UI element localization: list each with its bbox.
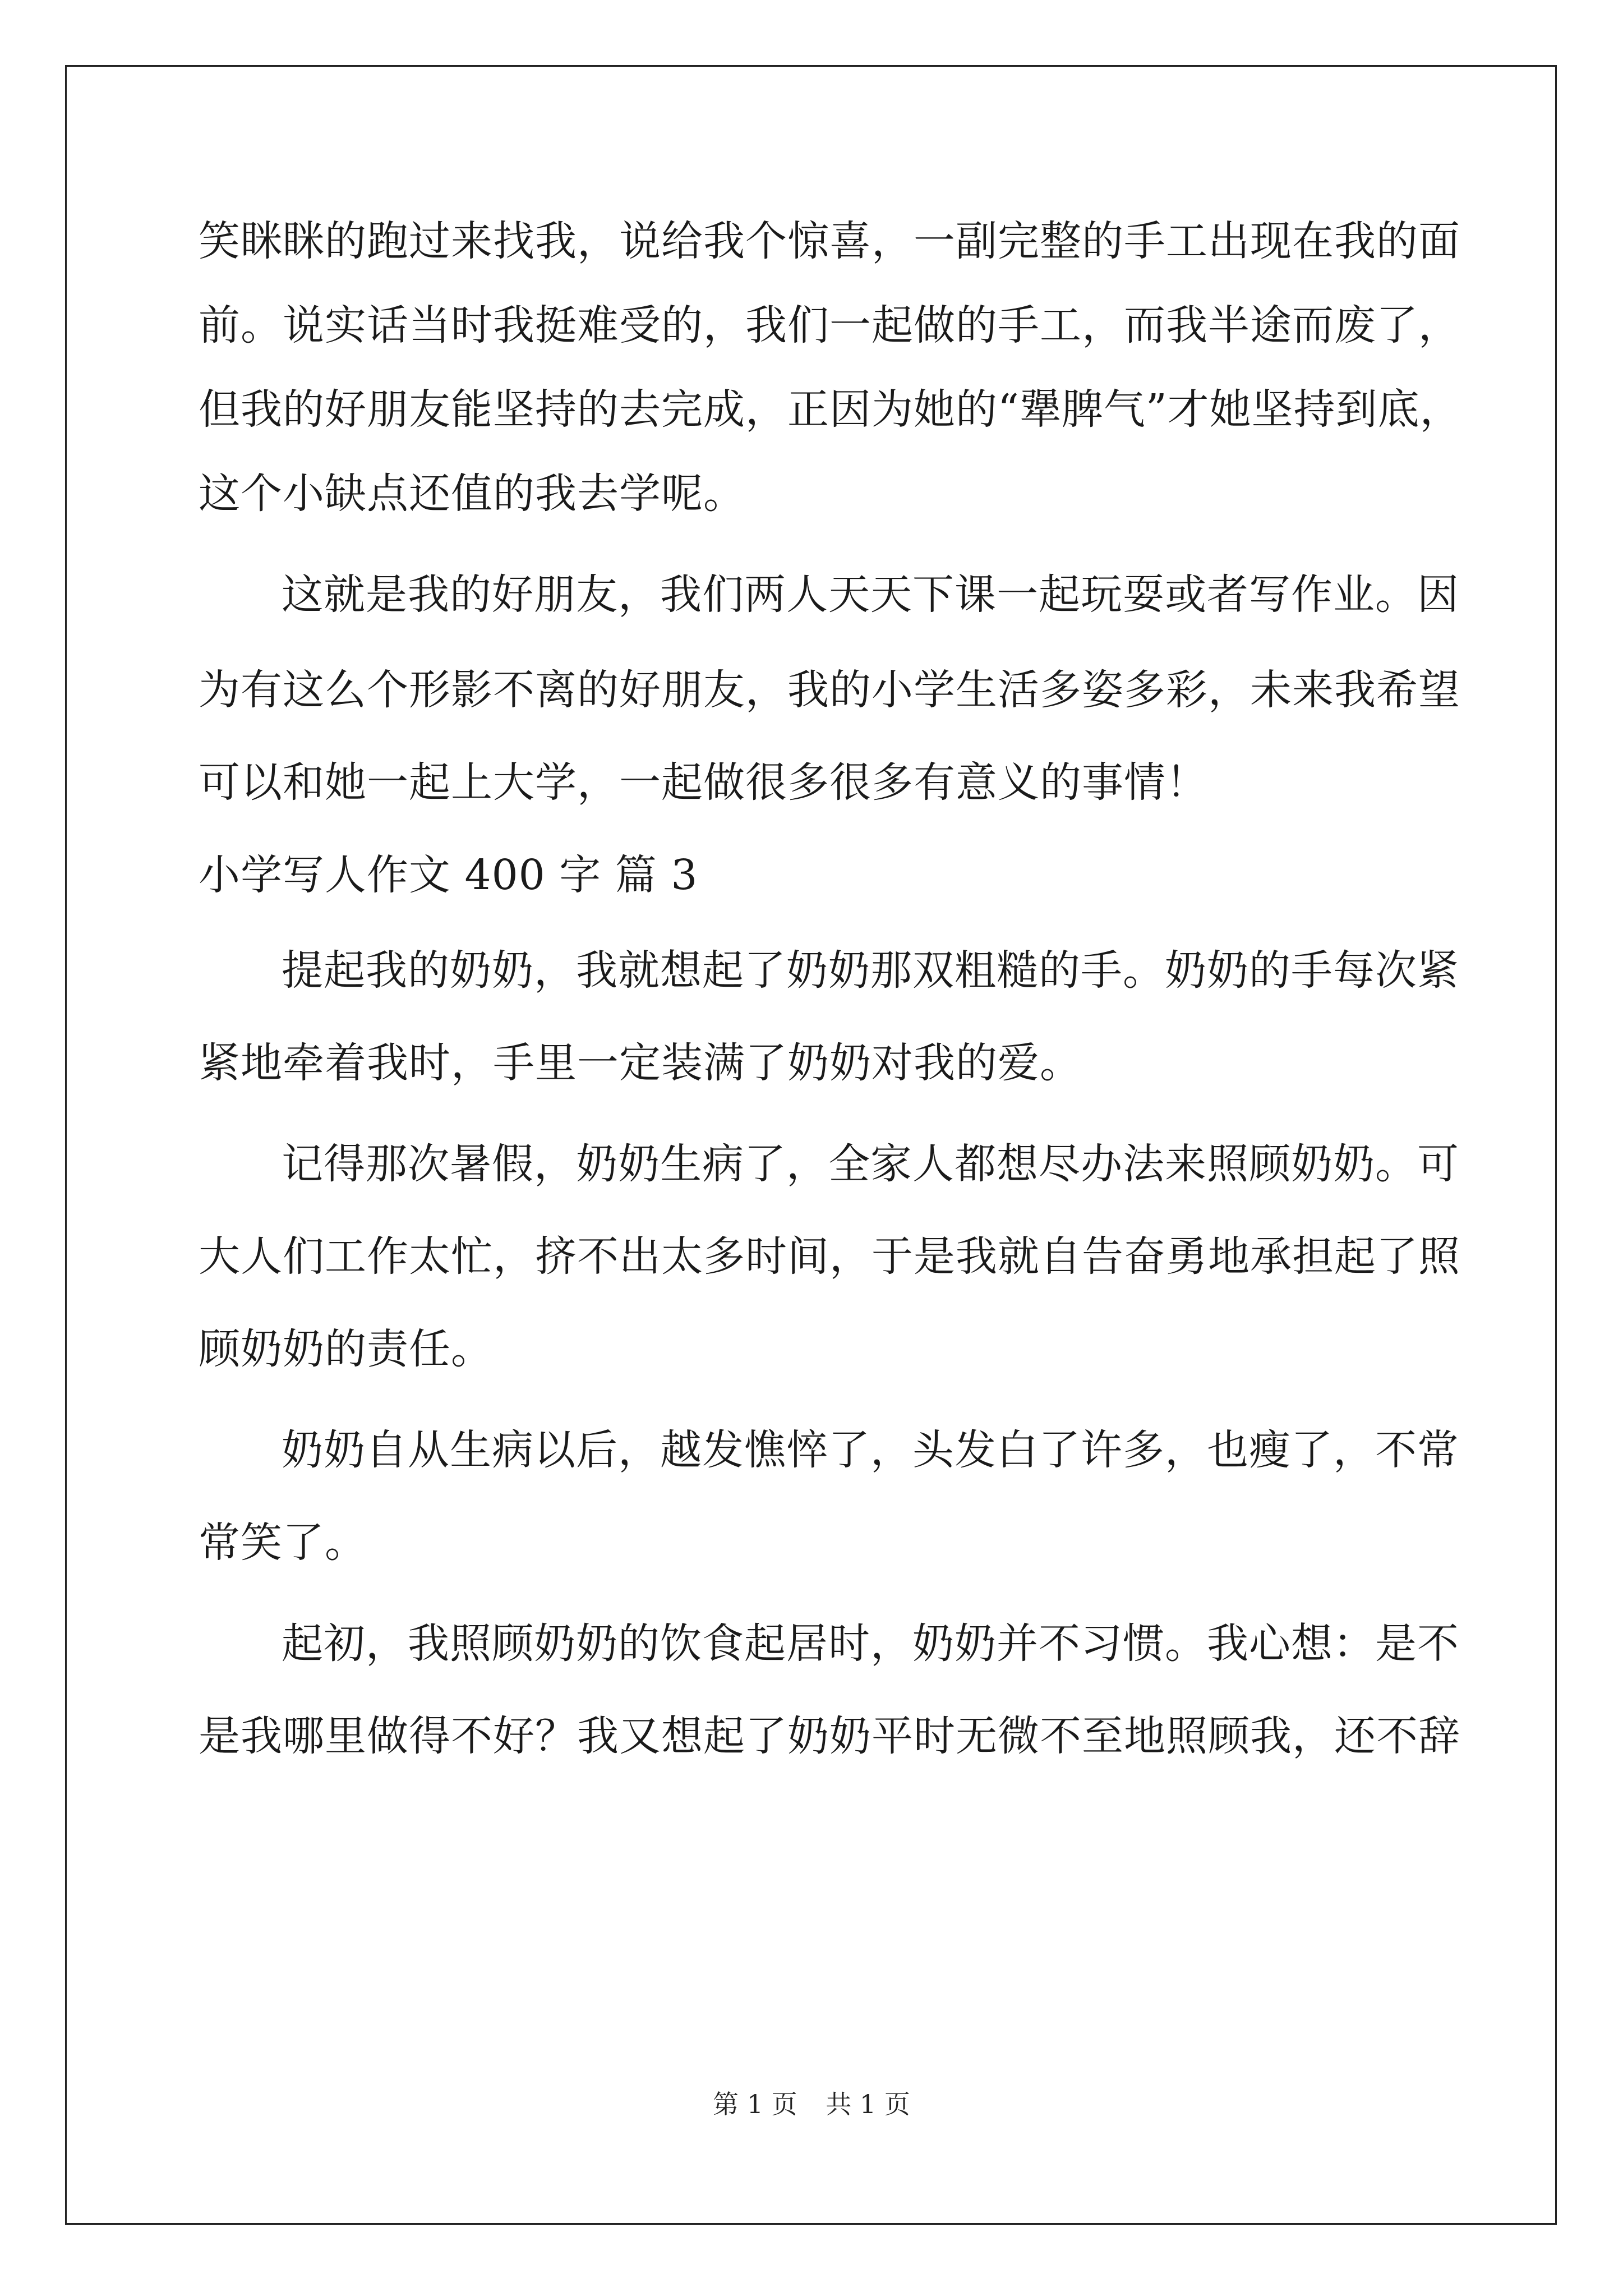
section-paragraph-2-line-1: 记得那次暑假，奶奶生病了，全家人都想尽办法来照顾奶奶。可 (282, 1140, 1459, 1188)
section-heading: 小学写人作文 400 字 篇 3 (199, 851, 698, 899)
paragraph-2-line-1: 这就是我的好朋友，我们两人天天下课一起玩耍或者写作业。因 (282, 570, 1459, 619)
paragraph-1-line-3: 但我的好朋友能坚持的去完成，正因为她的“犟脾气”才她坚持到底， (199, 385, 1462, 434)
section-paragraph-3-line-1: 奶奶自从生病以后，越发憔悴了，头发白了许多，也瘦了，不常 (282, 1426, 1459, 1474)
paragraph-1-line-1: 笑眯眯的跑过来找我，说给我个惊喜，一副完整的手工出现在我的面 (199, 217, 1460, 265)
paragraph-2-line-3: 可以和她一起上大学，一起做很多很多有意义的事情！ (199, 758, 1208, 807)
section-paragraph-2-line-2: 大人们工作太忙，挤不出太多时间，于是我就自告奋勇地承担起了照 (199, 1232, 1460, 1281)
page-number: 第 1 页 (713, 2089, 797, 2119)
section-paragraph-1-line-1: 提起我的奶奶，我就想起了奶奶那双粗糙的手。奶奶的手每次紧 (282, 946, 1459, 995)
paragraph-1-line-4: 这个小缺点还值的我去学呢。 (199, 470, 745, 518)
page-footer (0, 2084, 1623, 2121)
section-paragraph-4-line-2: 是我哪里做得不好？我又想起了奶奶平时无微不至地照顾我，还不辞 (199, 1712, 1460, 1760)
section-paragraph-2-line-3: 顾奶奶的责任。 (199, 1325, 493, 1373)
paragraph-1-line-2: 前。说实话当时我挺难受的，我们一起做的手工，而我半途而废了， (199, 301, 1460, 349)
page-total: 共 1 页 (826, 2089, 910, 2119)
paragraph-2-line-2: 为有这么个形影不离的好朋友，我的小学生活多姿多彩，未来我希望 (199, 666, 1460, 714)
section-paragraph-4-line-1: 起初，我照顾奶奶的饮食起居时，奶奶并不习惯。我心想：是不 (282, 1619, 1459, 1668)
section-paragraph-3-line-2: 常笑了。 (199, 1519, 367, 1567)
section-paragraph-1-line-2: 紧地牵着我时，手里一定装满了奶奶对我的爱。 (199, 1039, 1082, 1087)
